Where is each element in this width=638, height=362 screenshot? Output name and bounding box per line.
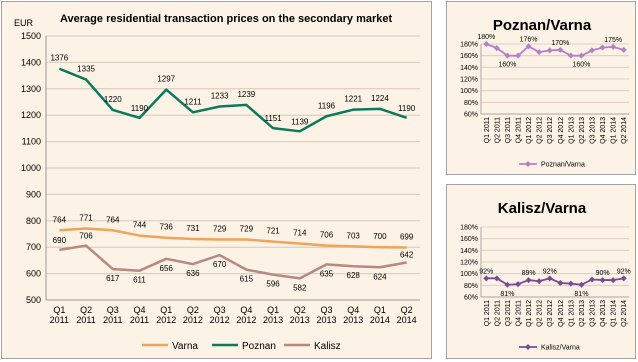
y-tick-label: 120% bbox=[460, 76, 478, 84]
x-tick-quarter: Q4 bbox=[347, 305, 360, 315]
data-point-marker bbox=[483, 275, 489, 281]
x-tick-quarter: Q1 bbox=[53, 305, 66, 315]
data-label-varna: 699 bbox=[399, 232, 414, 242]
data-point-marker bbox=[621, 47, 627, 53]
data-label-varna: 721 bbox=[266, 226, 280, 236]
data-label-varna: 764 bbox=[52, 215, 67, 225]
data-label-poznan: 1196 bbox=[317, 101, 336, 111]
legend-label-varna: Varna bbox=[172, 341, 198, 352]
data-label-poznan: 1190 bbox=[130, 103, 149, 113]
data-label-varna: 731 bbox=[186, 224, 200, 234]
data-point-marker bbox=[600, 277, 606, 283]
y-tick-label: 100% bbox=[460, 88, 478, 96]
data-label: 92% bbox=[479, 268, 494, 276]
data-label-poznan: 1221 bbox=[344, 94, 363, 104]
data-label-poznan: 1224 bbox=[371, 93, 389, 103]
data-label-poznan: 1220 bbox=[103, 94, 122, 104]
x-tick-label: Q2 2014 bbox=[621, 117, 629, 144]
data-label-varna: 729 bbox=[239, 224, 254, 234]
y-tick-label: 140% bbox=[460, 247, 478, 255]
data-label-poznan: 1297 bbox=[157, 74, 176, 84]
x-tick-quarter: Q2 bbox=[400, 305, 413, 315]
x-tick-year: 2013 bbox=[316, 315, 337, 325]
data-label-poznan: 1151 bbox=[264, 114, 282, 124]
data-point-marker bbox=[483, 41, 489, 47]
x-tick-quarter: Q2 bbox=[293, 305, 306, 315]
y-tick-label: 900 bbox=[25, 189, 41, 200]
legend-label: Kalisz/Varna bbox=[541, 344, 580, 352]
data-label-varna: 706 bbox=[319, 230, 334, 240]
x-tick-label: Q1 2013 bbox=[568, 117, 576, 144]
data-label-kalisz: 582 bbox=[293, 283, 307, 293]
data-label: 180% bbox=[477, 34, 496, 41]
y-tick-label: 60% bbox=[463, 111, 478, 119]
kalisz-varna-panel bbox=[446, 184, 636, 359]
x-tick-label: Q3 2013 bbox=[589, 300, 597, 327]
x-tick-year: 2011 bbox=[129, 315, 150, 325]
y-tick-label: 120% bbox=[460, 259, 478, 267]
data-label: 89% bbox=[521, 270, 536, 278]
y-tick-label: 1300 bbox=[20, 83, 41, 94]
main-chart-panel bbox=[1, 1, 432, 359]
x-tick-quarter: Q3 bbox=[213, 305, 226, 315]
data-label-kalisz: 624 bbox=[373, 272, 387, 282]
data-label-kalisz: 596 bbox=[266, 279, 280, 289]
data-point-marker bbox=[547, 275, 553, 281]
data-label-kalisz: 656 bbox=[159, 263, 173, 273]
x-tick-year: 2012 bbox=[209, 315, 230, 325]
data-label-kalisz: 628 bbox=[346, 271, 360, 281]
data-label-varna: 744 bbox=[132, 220, 147, 230]
x-tick-label: Q3 2011 bbox=[504, 300, 512, 327]
x-tick-label: Q1 2011 bbox=[483, 117, 491, 144]
data-label-poznan: 1239 bbox=[237, 89, 256, 99]
data-label-kalisz: 611 bbox=[133, 275, 146, 285]
data-label-poznan: 1139 bbox=[291, 117, 309, 127]
data-label-kalisz: 670 bbox=[212, 260, 227, 270]
kalisz-varna-chart bbox=[447, 185, 637, 360]
x-tick-label: Q3 2012 bbox=[547, 300, 555, 327]
y-tick-label: 160% bbox=[460, 236, 478, 244]
x-tick-label: Q4 2012 bbox=[557, 116, 565, 144]
y-tick-label: 140% bbox=[460, 64, 478, 72]
data-label: 175% bbox=[604, 36, 623, 44]
y-axis-unit-label: EUR bbox=[14, 18, 34, 28]
x-tick-label: Q3 2013 bbox=[589, 117, 597, 144]
y-tick-label: 180% bbox=[460, 41, 478, 49]
poznan-varna-panel bbox=[446, 1, 636, 175]
data-label-poznan: 1376 bbox=[50, 53, 69, 63]
data-point-marker bbox=[515, 281, 521, 287]
y-tick-label: 80% bbox=[463, 99, 478, 107]
main-line-chart bbox=[2, 2, 433, 360]
data-label-kalisz: 690 bbox=[52, 235, 67, 245]
data-point-marker bbox=[578, 282, 584, 288]
x-tick-label: Q1 2014 bbox=[610, 117, 618, 144]
legend-label: Poznan/Varna bbox=[541, 161, 585, 169]
data-label: 176% bbox=[519, 36, 538, 44]
data-label: 90% bbox=[595, 270, 610, 278]
data-point-marker bbox=[589, 277, 595, 283]
x-tick-year: 2012 bbox=[156, 315, 177, 325]
data-label-kalisz: 642 bbox=[399, 250, 414, 260]
y-tick-label: 1500 bbox=[20, 31, 41, 41]
x-tick-label: Q4 2013 bbox=[600, 117, 608, 144]
x-tick-label: Q1 2014 bbox=[610, 300, 618, 327]
legend-marker bbox=[525, 161, 531, 167]
data-label-poznan: 1335 bbox=[77, 64, 95, 74]
x-tick-label: Q2 2012 bbox=[536, 117, 544, 144]
y-tick-label: 800 bbox=[25, 215, 41, 226]
x-tick-quarter: Q4 bbox=[240, 305, 253, 315]
data-label-poznan: 1211 bbox=[184, 97, 202, 107]
x-tick-year: 2014 bbox=[369, 315, 390, 325]
y-tick-label: 80% bbox=[463, 282, 478, 290]
data-label-varna: 700 bbox=[373, 232, 387, 242]
x-tick-year: 2012 bbox=[236, 315, 257, 325]
x-tick-label: Q4 2012 bbox=[557, 300, 565, 327]
x-tick-quarter: Q1 bbox=[267, 305, 280, 315]
x-tick-label: Q2 2013 bbox=[578, 300, 586, 327]
data-label-poznan: 1233 bbox=[210, 91, 229, 101]
y-tick-label: 700 bbox=[25, 242, 41, 253]
y-tick-label: 180% bbox=[460, 224, 478, 232]
data-label: 170% bbox=[551, 39, 570, 47]
x-tick-label: Q3 2011 bbox=[504, 117, 512, 144]
data-label-varna: 729 bbox=[212, 224, 227, 234]
x-tick-label: Q4 2011 bbox=[515, 300, 523, 327]
data-label-varna: 714 bbox=[293, 228, 307, 238]
data-point-marker bbox=[600, 45, 606, 51]
x-tick-quarter: Q2 bbox=[80, 305, 93, 315]
y-tick-label: 500 bbox=[25, 295, 41, 305]
x-tick-label: Q1 2012 bbox=[526, 300, 534, 327]
y-tick-label: 1400 bbox=[20, 57, 41, 68]
y-tick-label: 100% bbox=[460, 271, 478, 279]
x-tick-label: Q2 2011 bbox=[494, 117, 502, 144]
data-point-marker bbox=[526, 277, 532, 283]
data-point-marker bbox=[578, 53, 584, 59]
y-tick-label: 1200 bbox=[20, 110, 41, 121]
x-tick-label: Q1 2011 bbox=[483, 300, 491, 327]
data-label: 160% bbox=[498, 61, 517, 69]
data-label-poznan: 1190 bbox=[398, 103, 416, 113]
x-tick-quarter: Q3 bbox=[106, 305, 119, 315]
x-tick-year: 2013 bbox=[263, 315, 284, 325]
x-tick-label: Q2 2013 bbox=[578, 117, 586, 144]
poznan-varna-title: Poznan/Varna bbox=[492, 17, 592, 34]
x-tick-quarter: Q1 bbox=[373, 305, 386, 315]
data-point-marker bbox=[589, 47, 595, 53]
legend-marker bbox=[525, 344, 531, 350]
y-tick-label: 1000 bbox=[20, 163, 41, 173]
data-label-varna: 764 bbox=[106, 215, 120, 225]
y-tick-label: 60% bbox=[463, 294, 478, 302]
x-tick-label: Q2 2012 bbox=[536, 300, 544, 327]
x-tick-year: 2014 bbox=[396, 315, 417, 325]
y-tick-label: 1100 bbox=[21, 136, 41, 147]
kalisz-varna-title: Kalisz/Varna bbox=[497, 200, 587, 217]
data-label: 81% bbox=[500, 290, 515, 298]
x-tick-label: Q4 2011 bbox=[515, 117, 523, 144]
data-label-kalisz: 635 bbox=[319, 269, 334, 279]
x-tick-year: 2012 bbox=[182, 315, 203, 325]
data-label: 81% bbox=[574, 290, 589, 298]
data-label: 160% bbox=[572, 61, 591, 69]
x-tick-year: 2011 bbox=[103, 315, 123, 325]
x-tick-label: Q2 2011 bbox=[494, 300, 502, 327]
data-label-varna: 771 bbox=[79, 213, 93, 223]
data-label-kalisz: 706 bbox=[79, 231, 93, 241]
data-point-marker bbox=[547, 47, 553, 53]
data-point-marker bbox=[610, 277, 616, 283]
x-tick-quarter: Q1 bbox=[160, 305, 173, 315]
poznan-varna-chart bbox=[447, 2, 637, 176]
data-label-varna: 736 bbox=[159, 222, 173, 232]
x-tick-label: Q1 2013 bbox=[568, 300, 576, 327]
data-label: 92% bbox=[616, 268, 631, 276]
data-label: 92% bbox=[542, 268, 557, 276]
x-tick-label: Q2 2014 bbox=[621, 300, 629, 327]
data-label-kalisz: 617 bbox=[106, 274, 120, 284]
data-point-marker bbox=[536, 278, 542, 284]
y-tick-label: 600 bbox=[25, 268, 41, 279]
x-tick-year: 2013 bbox=[343, 315, 364, 325]
y-tick-label: 160% bbox=[460, 53, 478, 61]
data-label-varna: 703 bbox=[346, 231, 360, 241]
legend-label-kalisz: Kalisz bbox=[314, 341, 341, 352]
legend-label-poznan: Poznan bbox=[242, 341, 276, 352]
x-tick-label: Q4 2013 bbox=[600, 300, 608, 327]
chart-title: Average residential transaction prices on the secondary market bbox=[60, 13, 393, 25]
x-tick-year: 2011 bbox=[76, 315, 96, 325]
data-point-marker bbox=[610, 44, 616, 50]
x-tick-label: Q1 2012 bbox=[526, 117, 534, 144]
x-tick-year: 2011 bbox=[49, 315, 70, 325]
x-tick-year: 2013 bbox=[289, 315, 310, 325]
data-label-kalisz: 636 bbox=[186, 269, 200, 279]
x-tick-quarter: Q3 bbox=[320, 305, 333, 315]
x-tick-quarter: Q2 bbox=[186, 305, 199, 315]
data-label-kalisz: 615 bbox=[239, 274, 254, 284]
x-tick-quarter: Q4 bbox=[133, 305, 146, 315]
data-point-marker bbox=[621, 275, 627, 281]
x-tick-label: Q3 2012 bbox=[547, 117, 555, 144]
